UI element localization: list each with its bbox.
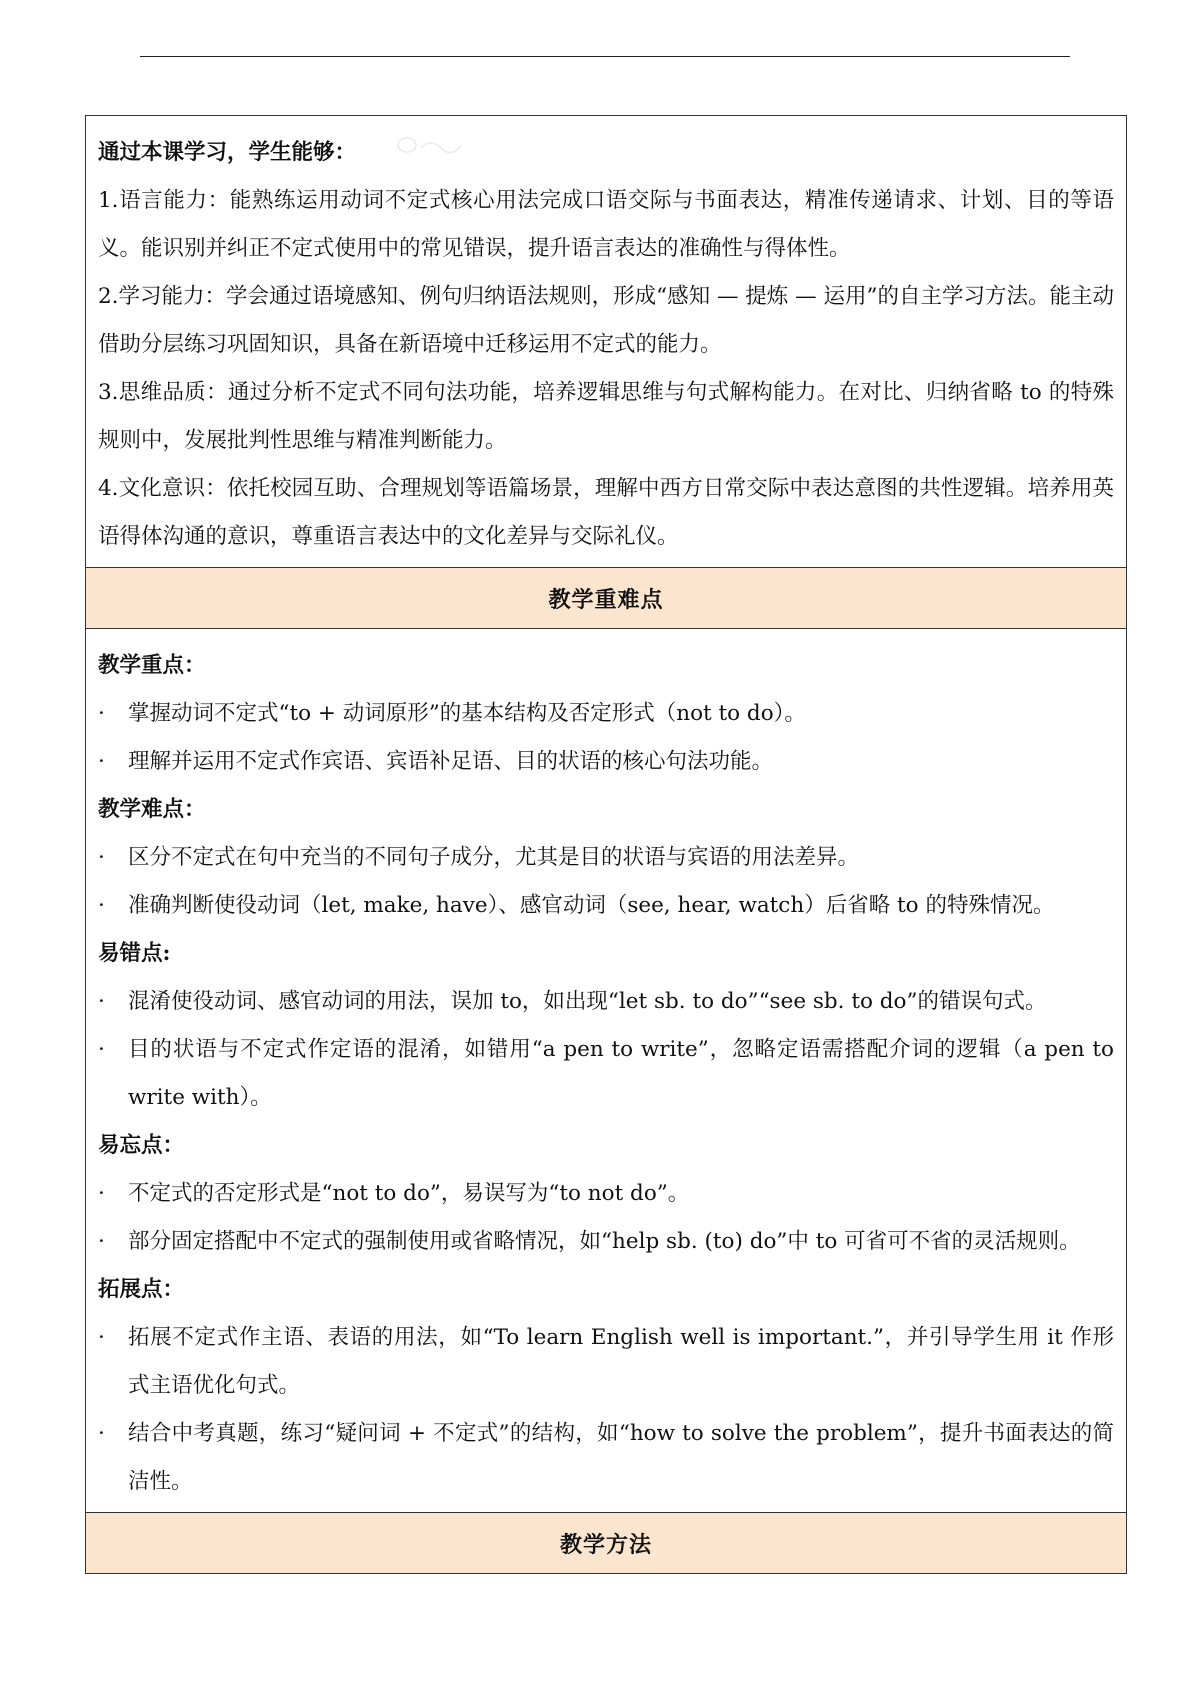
bullet-mark: · bbox=[98, 1037, 105, 1062]
list-item bbox=[98, 882, 1114, 930]
section-title-easily-forgotten: 易忘点： bbox=[98, 1133, 185, 1158]
section-title-extension: 拓展点： bbox=[98, 1277, 185, 1302]
section-title-common-errors: 易错点: bbox=[98, 941, 171, 966]
list-item-text: 区分不定式在句中充当的不同句子成分，尤其是目的状语与宾语的用法差异。 bbox=[128, 845, 860, 870]
header-rule bbox=[140, 56, 1070, 57]
bullet-mark: · bbox=[98, 893, 105, 918]
list-item-text: 理解并运用不定式作宾语、宾语补足语、目的状语的核心句法功能。 bbox=[128, 749, 774, 774]
objective-culture: 4.文化意识：依托校园互助、合理规划等语篇场景，理解中西方日常交际中表达意图的共性逻辑。培养用英语得体沟通的意识，尊重语言表达中的文化差异与交际礼仪。 bbox=[98, 476, 1114, 549]
objective-language: 1.语言能力：能熟练运用动词不定式核心用法完成口语交际与书面表达，精准传递请求、计划、目的等语义。能识别并纠正不定式使用中的常见错误，提升语言表达的准确性与得体性。 bbox=[98, 188, 1114, 261]
bullet-mark: · bbox=[98, 989, 105, 1014]
list-item-text: 结合中考真题，练习“疑问词 + 不定式”的结构，如“how to solve the problem”，提升书面表达的简洁性。 bbox=[128, 1421, 1114, 1494]
list-item-text: 目的状语与不定式作定语的混淆，如错用“a pen to write”，忽略定语需搭配介词的逻辑（a pen to write with）。 bbox=[128, 1037, 1114, 1110]
list-item bbox=[98, 738, 1114, 786]
bullet-mark: · bbox=[98, 749, 105, 774]
list-item bbox=[98, 1314, 1114, 1410]
list-item bbox=[98, 1026, 1114, 1122]
lesson-plan-table bbox=[85, 115, 1127, 1574]
list-item-text: 拓展不定式作主语、表语的用法，如“To learn English well is important.”，并引导学生用 it 作形式主语优化句式。 bbox=[128, 1325, 1114, 1398]
bullet-mark: · bbox=[98, 845, 105, 870]
objectives-intro: 通过本课学习，学生能够： bbox=[98, 140, 357, 165]
list-item bbox=[98, 978, 1114, 1026]
bullet-mark: · bbox=[98, 1181, 105, 1206]
bullet-mark: · bbox=[98, 1325, 105, 1350]
objectives-cell bbox=[86, 116, 1126, 568]
bullet-mark: · bbox=[98, 1229, 105, 1254]
objective-thinking: 3.思维品质：通过分析不定式不同句法功能，培养逻辑思维与句式解构能力。在对比、归纳省略 to 的特殊规则中，发展批判性思维与精准判断能力。 bbox=[98, 380, 1114, 453]
list-item bbox=[98, 690, 1114, 738]
objective-learning: 2.学习能力：学会通过语境感知、例句归纳语法规则，形成“感知 — 提炼 — 运用”的自主学习方法。能主动借助分层练习巩固知识，具备在新语境中迁移运用不定式的能力。 bbox=[98, 284, 1114, 357]
list-item-text: 掌握动词不定式“to + 动词原形”的基本结构及否定形式（not to do）。 bbox=[128, 701, 806, 726]
bullet-mark: · bbox=[98, 701, 105, 726]
key-points-cell bbox=[86, 629, 1126, 1513]
bullet-mark: · bbox=[98, 1421, 105, 1446]
list-item-text: 部分固定搭配中不定式的强制使用或省略情况，如“help sb. (to) do”中 to 可省可不省的灵活规则。 bbox=[128, 1229, 1081, 1254]
list-item bbox=[98, 834, 1114, 882]
section-title-difficulty: 教学难点： bbox=[98, 797, 206, 822]
section-header-methods: 教学方法 bbox=[86, 1513, 1126, 1573]
list-item bbox=[98, 1218, 1114, 1266]
section-title-focus: 教学重点： bbox=[98, 653, 206, 678]
list-item-text: 不定式的否定形式是“not to do”，易误写为“to not do”。 bbox=[128, 1181, 690, 1206]
section-header-key-points: 教学重难点 bbox=[86, 568, 1126, 629]
list-item-text: 混淆使役动词、感官动词的用法，误加 to，如出现“let sb. to do”“see sb. to do”的错误句式。 bbox=[128, 989, 1047, 1014]
list-item bbox=[98, 1410, 1114, 1506]
list-item bbox=[98, 1170, 1114, 1218]
list-item-text: 准确判断使役动词（let, make, have）、感官动词（see, hear, watch）后省略 to 的特殊情况。 bbox=[128, 893, 1055, 918]
